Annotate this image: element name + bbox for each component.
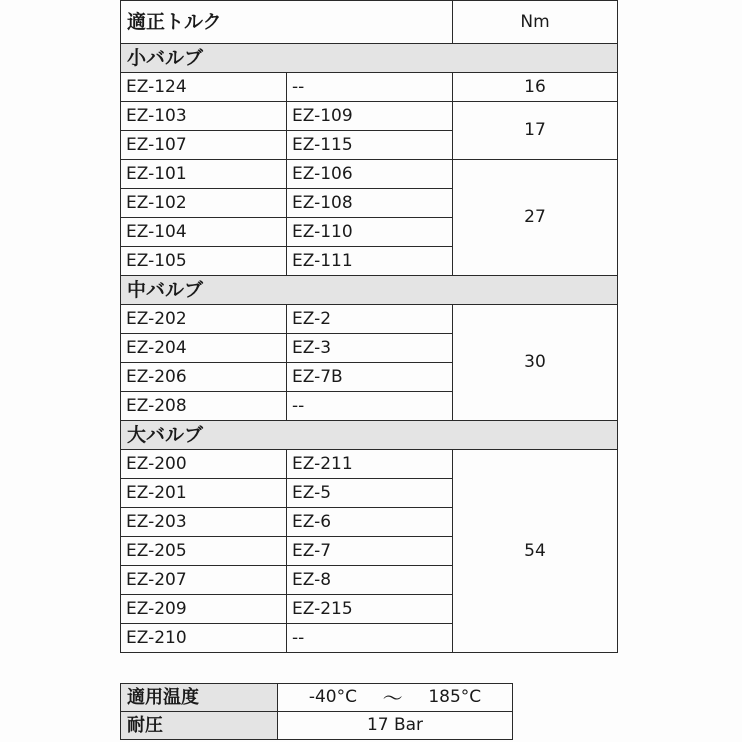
torque-value-cell: 27	[453, 160, 618, 276]
alt-model-cell: EZ-108	[287, 189, 453, 218]
alt-model-cell: EZ-6	[287, 508, 453, 537]
model-cell: EZ-207	[121, 566, 287, 595]
model-cell: EZ-107	[121, 131, 287, 160]
pressure-label: 耐圧	[121, 712, 278, 740]
temperature-row	[121, 684, 513, 712]
model-cell: EZ-102	[121, 189, 287, 218]
pressure-row	[121, 712, 513, 740]
alt-model-cell: EZ-115	[287, 131, 453, 160]
alt-model-cell: --	[287, 73, 453, 102]
table-title: 適正トルク	[121, 1, 453, 44]
alt-model-cell: EZ-106	[287, 160, 453, 189]
temperature-value	[278, 684, 513, 712]
model-cell: EZ-105	[121, 247, 287, 276]
alt-model-cell: EZ-111	[287, 247, 453, 276]
model-cell: EZ-206	[121, 363, 287, 392]
alt-model-cell: EZ-215	[287, 595, 453, 624]
model-cell: EZ-124	[121, 73, 287, 102]
model-cell: EZ-204	[121, 334, 287, 363]
temperature-separator: ～	[382, 685, 403, 710]
alt-model-cell: EZ-7	[287, 537, 453, 566]
section-title: 中バルブ	[121, 276, 618, 305]
section-title: 大バルブ	[121, 421, 618, 450]
section-title: 小バルブ	[121, 44, 618, 73]
model-cell: EZ-209	[121, 595, 287, 624]
model-cell: EZ-208	[121, 392, 287, 421]
table-row	[121, 450, 618, 479]
alt-model-cell: EZ-110	[287, 218, 453, 247]
table-row	[121, 73, 618, 102]
torque-value-cell: 16	[453, 73, 618, 102]
section-row	[121, 44, 618, 73]
alt-model-cell: --	[287, 624, 453, 653]
torque-value-cell: 54	[453, 450, 618, 653]
model-cell: EZ-104	[121, 218, 287, 247]
torque-table	[120, 0, 618, 653]
model-cell: EZ-205	[121, 537, 287, 566]
alt-model-cell: EZ-109	[287, 102, 453, 131]
model-cell: EZ-201	[121, 479, 287, 508]
torque-value-cell: 17	[453, 102, 618, 160]
table-row	[121, 305, 618, 334]
model-cell: EZ-101	[121, 160, 287, 189]
unit-header: Nm	[453, 1, 618, 44]
table-row	[121, 160, 618, 189]
table-header-row	[121, 1, 618, 44]
model-cell: EZ-103	[121, 102, 287, 131]
temperature-max: 185°C	[428, 687, 482, 707]
model-cell: EZ-203	[121, 508, 287, 537]
alt-model-cell: EZ-211	[287, 450, 453, 479]
spec-table	[120, 683, 513, 740]
temperature-label: 適用温度	[121, 684, 278, 712]
table-row	[121, 102, 618, 131]
torque-value-cell: 30	[453, 305, 618, 421]
model-cell: EZ-200	[121, 450, 287, 479]
alt-model-cell: EZ-8	[287, 566, 453, 595]
alt-model-cell: EZ-3	[287, 334, 453, 363]
model-cell: EZ-202	[121, 305, 287, 334]
pressure-value: 17 Bar	[278, 712, 513, 740]
alt-model-cell: EZ-5	[287, 479, 453, 508]
alt-model-cell: --	[287, 392, 453, 421]
alt-model-cell: EZ-2	[287, 305, 453, 334]
temperature-min: -40°C	[308, 687, 357, 707]
alt-model-cell: EZ-7B	[287, 363, 453, 392]
section-row	[121, 421, 618, 450]
torque-table-body	[121, 1, 618, 653]
model-cell: EZ-210	[121, 624, 287, 653]
section-row	[121, 276, 618, 305]
